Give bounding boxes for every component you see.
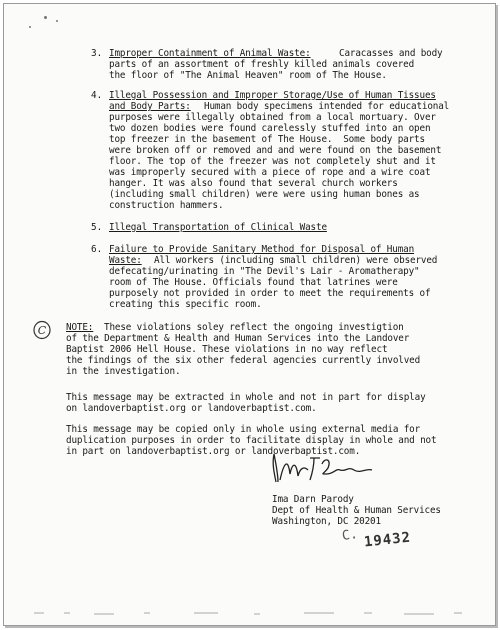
item-6-heading: Failure to Provide Sanitary Method for Disposal of Human: [109, 244, 415, 255]
item-6-line: purposely not provided in order to meet the requirements of: [109, 288, 431, 299]
item-6-line: room of The House. Officials found that latrines were: [109, 277, 398, 288]
document-page: [3, 3, 496, 626]
item-4-heading: Illegal Possession and Improper Storage/Use of Human Tissues: [109, 90, 436, 101]
copy-paragraph-line: duplication purposes in order to facilitate display in whole and not: [66, 435, 437, 446]
copy-paragraph-line: This message may be copied only in whole using external media for: [66, 424, 421, 435]
extract-paragraph-line: This message may be extracted in whole and not in part for display: [66, 392, 426, 403]
note-line: These violations soley reflect the ongoing investigtion: [104, 322, 404, 333]
scan-speck: [44, 16, 47, 19]
item-4-line: was improperly secured with a piece of rope and a wire coat: [109, 167, 431, 178]
circled-c-mark: [32, 320, 52, 340]
item-3-number: 3.: [91, 48, 103, 59]
item-4-line: floor. The top of the freezer was not completely shut and it: [109, 156, 436, 167]
note-line: of the Department & Health and Human Services into the Landover: [66, 333, 410, 344]
signatory-name: Ima Darn Parody: [272, 494, 354, 505]
item-6-line: creating this specific room.: [109, 299, 262, 310]
item-4-line: top freezer in the basement of The House. Some body parts: [109, 134, 425, 145]
item-3-line: Caracasses and body: [339, 48, 443, 59]
item-3-heading: Improper Containment of Animal Waste:: [109, 48, 311, 59]
note-line: in the investigation.: [66, 366, 181, 377]
item-6-line: defecating/urinating in "The Devil's Lair - Aromatherapy": [109, 266, 420, 277]
note-line: Baptist 2006 Hell House. These violations in no way reflect: [66, 344, 388, 355]
item-5-heading: Illegal Transportation of Clinical Waste: [109, 222, 327, 233]
stamp-prefix: C.: [341, 526, 359, 545]
item-3-line: parts of an assortment of freshly killed animals covered: [109, 59, 415, 70]
handwritten-signature: [262, 444, 382, 489]
item-6-line: All workers (including small children) were observed: [154, 255, 438, 266]
signatory-location: Washington, DC 20201: [272, 516, 381, 527]
document-stamp-number: 19432: [363, 529, 412, 551]
item-5-number: 5.: [91, 222, 103, 233]
scan-speck: [56, 20, 58, 22]
item-4-line: Human body specimens intended for educational: [204, 101, 450, 112]
item-4-line: (including small children) were were using human bones as: [109, 189, 420, 200]
copy-paragraph-line: in part on landoverbaptist.org or landoverbaptist.com.: [66, 446, 361, 457]
scan-speck: [29, 26, 31, 28]
scan-edge-artifact: [4, 608, 495, 618]
circled-c-letter: C: [37, 324, 47, 337]
signatory-department: Dept of Health & Human Services: [272, 505, 441, 516]
item-4-number: 4.: [91, 90, 103, 101]
item-3-line: the floor of "The Animal Heaven" room of The House.: [109, 70, 387, 81]
item-4-heading: and Body Parts:: [109, 101, 191, 112]
note-label: NOTE:: [66, 322, 94, 333]
item-4-line: two dozen bodies were found carelessly stuffed into an open: [109, 123, 431, 134]
extract-paragraph-line: on landoverbaptist.org or landoverbaptist.com.: [66, 403, 317, 414]
item-4-line: construction hammers.: [109, 200, 224, 211]
item-6-heading: Waste:: [109, 255, 142, 266]
item-4-line: purposes were illegally obtained from a local mortuary. Over: [109, 112, 436, 123]
item-6-number: 6.: [91, 244, 103, 255]
item-4-line: hanger. It was also found that several church workers: [109, 178, 398, 189]
item-4-line: were broken off or removed and and were found on the basement: [109, 145, 442, 156]
note-line: the findings of the six other federal agencies currently involved: [66, 355, 421, 366]
